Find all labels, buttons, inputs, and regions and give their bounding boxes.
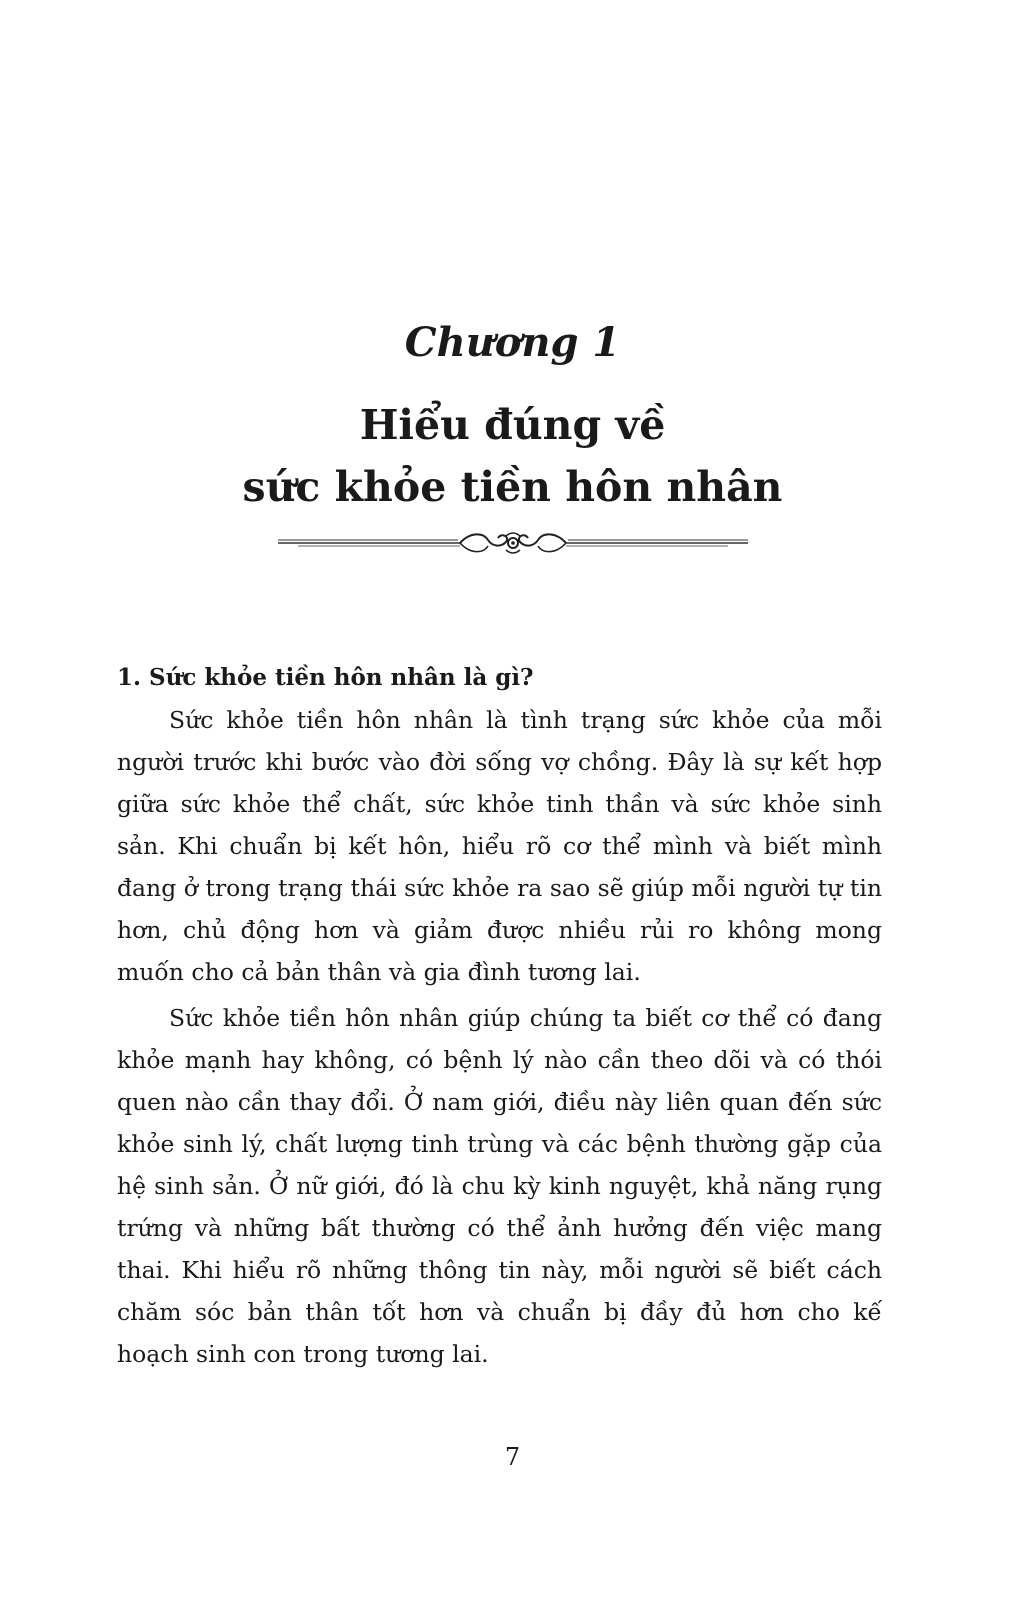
decorative-divider-icon bbox=[278, 528, 748, 558]
paragraph: Sức khỏe tiền hôn nhân là tình trạng sức khỏe của mỗi người trước khi bước vào đời sống vợ chồng. Đây là sự kết hợp giữa sức khỏe thể chất, sức khỏe tinh thần và sức khỏe sinh sản. Khi chuẩn bị kết hôn, hiểu rõ cơ thể mình và biết mình đang ở trong trạng thái sức khỏe ra sao sẽ giúp mỗi người tự tin hơn, chủ động hơn và giảm được nhiều rủi ro không mong muốn cho cả bản thân và gia đình tương lai. bbox=[117, 706, 882, 986]
chapter-label: Chương 1 bbox=[404, 319, 621, 366]
chapter-title-line-1: Hiểu đúng về bbox=[359, 401, 666, 449]
page-number: 7 bbox=[504, 1443, 521, 1471]
section-heading: 1. Sức khỏe tiền hôn nhân là gì? bbox=[117, 664, 534, 691]
chapter-title bbox=[0, 394, 1025, 518]
paragraph: Sức khỏe tiền hôn nhân giúp chúng ta biết cơ thể có đang khỏe mạnh hay không, có bệnh lý nào cần theo dõi và có thói quen nào cần thay đổi. Ở nam giới, điều này liên quan đến sức khỏe sinh lý, chất lượng tinh trùng và các bệnh thường gặp của hệ sinh sản. Ở nữ giới, đó là chu kỳ kinh nguyệt, khả năng rụng trứng và những bất thường có thể ảnh hưởng đến việc mang thai. Khi hiểu rõ những thông tin này, mỗi người sẽ biết cách chăm sóc bản thân tốt hơn và chuẩn bị đầy đủ hơn cho kế hoạch sinh con trong tương lai. bbox=[117, 1004, 882, 1368]
chapter-title-line-2: sức khỏe tiền hôn nhân bbox=[242, 463, 783, 511]
